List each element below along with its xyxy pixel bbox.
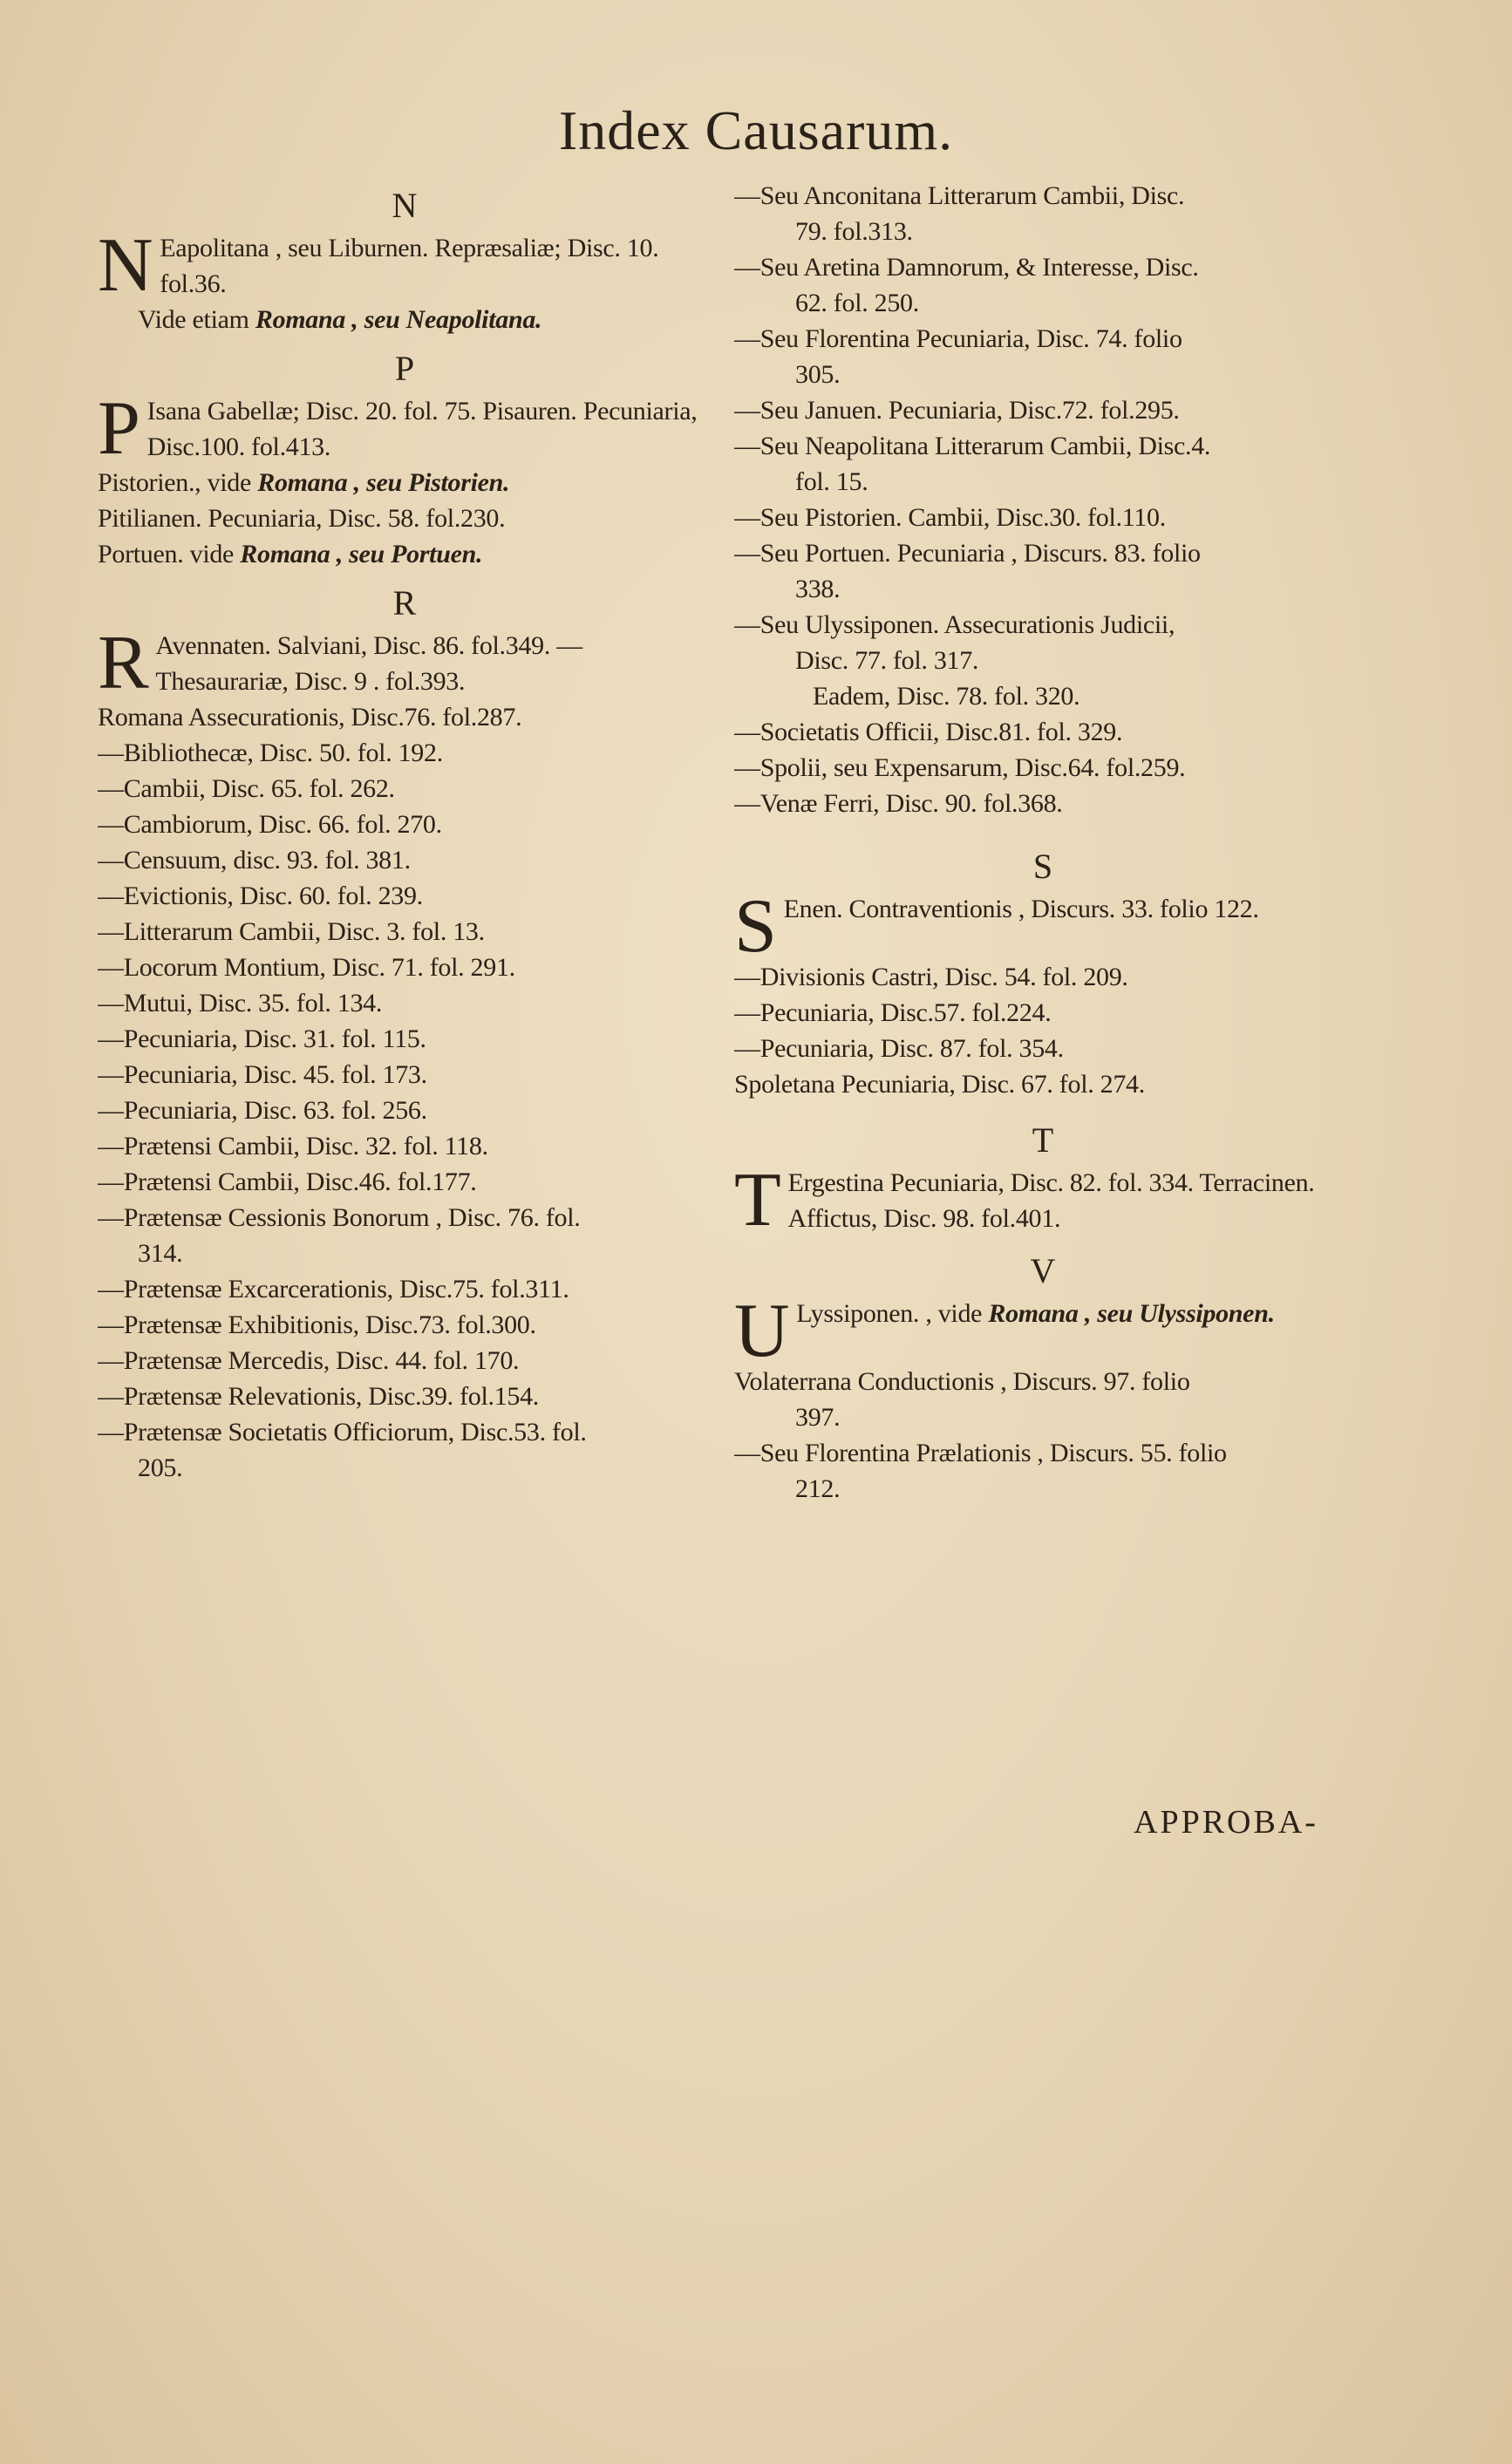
index-entry: —Prætensi Cambii, Disc.46. fol.177. [98,1167,477,1196]
drop-cap: U [734,1289,790,1373]
index-entry: —Bibliothecæ, Disc. 50. fol. 192. [98,739,443,767]
index-entry [98,386,712,471]
index-entry: —Seu Florentina Pecuniaria, Disc. 74. folio [734,324,1182,353]
index-entry [734,884,1352,969]
cross-reference: Romana , seu Pistorien. [257,468,510,497]
index-entry-continuation: 314. [138,1239,183,1268]
index-entry: —Seu Portuen. Pecuniaria , Discurs. 83. folio [734,539,1201,568]
cross-reference: Romana , seu Portuen. [240,540,483,568]
drop-cap: S [734,884,777,969]
drop-cap: T [734,1158,781,1242]
index-entry: —Litterarum Cambii, Disc. 3. fol. 13. [98,917,485,946]
left-column [98,174,712,1486]
index-entry: —Locorum Montium, Disc. 71. fol. 291. [98,953,515,982]
index-entry: —Prætensæ Relevationis, Disc.39. fol.154. [98,1382,540,1411]
index-entry: —Seu Neapolitana Litterarum Cambii, Disc.4. [734,432,1211,460]
index-entry-continuation: 79. fol.313. [795,217,913,246]
page-title: Index Causarum. [558,99,954,161]
drop-cap: N [98,223,153,308]
index-entry: —Prætensæ Cessionis Bonorum , Disc. 76. fol. [98,1203,581,1232]
entry-text: Isana Gabellæ; Disc. 20. fol. 75. Pisauren. Pecuniaria, Disc.100. fol.413. [146,397,698,461]
index-entry [734,1289,1352,1373]
section-letter-s: S [1032,847,1053,886]
index-entry: Eadem, Disc. 78. fol. 320. [813,682,1080,711]
index-entry: Spoletana Pecuniaria, Disc. 67. fol. 274. [734,1070,1145,1099]
index-entry [98,223,712,308]
catchword: APPROBA- [1134,1804,1318,1841]
index-entry: —Prætensi Cambii, Disc. 32. fol. 118. [98,1132,488,1161]
index-entry: —Pecuniaria, Disc. 45. fol. 173. [98,1060,427,1089]
index-entry: —Seu Anconitana Litterarum Cambii, Disc. [734,181,1185,210]
index-entry: —Prætensæ Mercedis, Disc. 44. fol. 170. [98,1346,520,1375]
index-entry: —Cambii, Disc. 65. fol. 262. [98,774,395,803]
entry-text: Vide etiam [138,305,255,334]
index-entry: —Seu Januen. Pecuniaria, Disc.72. fol.295. [734,396,1180,425]
index-entry: Pitilianen. Pecuniaria, Disc. 58. fol.230. [98,504,506,533]
index-entry: —Cambiorum, Disc. 66. fol. 270. [98,810,442,839]
index-entry [734,1158,1352,1242]
index-entry: —Divisionis Castri, Disc. 54. fol. 209. [734,963,1128,991]
index-entry-continuation: 338. [795,575,841,603]
right-column [734,178,1352,1507]
entry-text: Avennaten. Salviani, Disc. 86. fol.349. — Thesaurariæ, Disc. 9 . fol.393. [155,631,582,696]
section-letter-p: P [394,349,415,388]
index-entry-continuation: 212. [795,1474,841,1503]
index-entry: —Pecuniaria, Disc. 63. fol. 256. [98,1096,427,1125]
entry-text: Eapolitana , seu Liburnen. Repræsaliæ; Disc. 10. fol.36. [160,234,659,298]
section-letter-n: N [392,186,418,225]
index-entry: —Prætensæ Excarcerationis, Disc.75. fol.311. [98,1275,569,1303]
index-entry: —Prætensæ Societatis Officiorum, Disc.53. fol. [98,1418,587,1446]
drop-cap: R [98,621,149,705]
cross-reference: Romana , seu Neapolitana. [255,305,542,334]
index-entry [98,465,712,500]
index-entry: —Seu Pistorien. Cambii, Disc.30. fol.110. [734,503,1166,532]
index-entry: —Spolii, seu Expensarum, Disc.64. fol.259. [734,753,1186,782]
section-letter-v: V [1030,1251,1056,1290]
index-entry-continuation: fol. 15. [795,467,868,496]
index-entry: —Seu Aretina Damnorum, & Interesse, Disc. [734,253,1199,282]
index-entry: —Censuum, disc. 93. fol. 381. [98,846,411,875]
index-entry: —Seu Ulyssiponen. Assecurationis Judicii, [734,610,1175,639]
cross-reference: Romana , seu Ulyssiponen. [988,1299,1275,1328]
index-entry-continuation: 397. [795,1403,841,1432]
entry-text: Enen. Contraventionis , Discurs. 33. folio 122. [783,895,1259,923]
index-entry [98,302,712,337]
drop-cap: P [98,386,140,471]
section-letter-t: T [1032,1120,1054,1160]
index-entry-continuation: 305. [795,360,841,389]
index-entry: —Seu Florentina Prælationis , Discurs. 55. folio [734,1439,1227,1467]
index-entry-continuation: Disc. 77. fol. 317. [795,646,979,675]
index-entry-continuation: 62. fol. 250. [795,289,919,317]
index-entry-continuation: 205. [138,1453,183,1482]
entry-text: Ergestina Pecuniaria, Disc. 82. fol. 334. Terracinen. Affictus, Disc. 98. fol.401. [787,1168,1315,1233]
index-entry: Volaterrana Conductionis , Discurs. 97. folio [734,1367,1190,1396]
index-entry: —Pecuniaria, Disc. 87. fol. 354. [734,1034,1064,1063]
index-entry [98,536,712,572]
entry-text: Pistorien., vide [98,468,258,497]
entry-text: Portuen. vide [98,540,241,568]
entry-text: Lyssiponen. , vide [796,1299,989,1328]
section-letter-r: R [392,583,417,623]
index-entry: —Venæ Ferri, Disc. 90. fol.368. [734,789,1063,818]
index-entry: —Pecuniaria, Disc. 31. fol. 115. [98,1024,426,1053]
index-entry [98,621,712,705]
index-entry: —Pecuniaria, Disc.57. fol.224. [734,998,1052,1027]
index-entry: —Mutui, Disc. 35. fol. 134. [98,989,383,1018]
index-entry: —Evictionis, Disc. 60. fol. 239. [98,881,423,910]
index-entry: Romana Assecurationis, Disc.76. fol.287. [98,703,522,732]
index-entry: —Societatis Officii, Disc.81. fol. 329. [734,718,1123,746]
index-entry: —Prætensæ Exhibitionis, Disc.73. fol.300. [98,1310,536,1339]
